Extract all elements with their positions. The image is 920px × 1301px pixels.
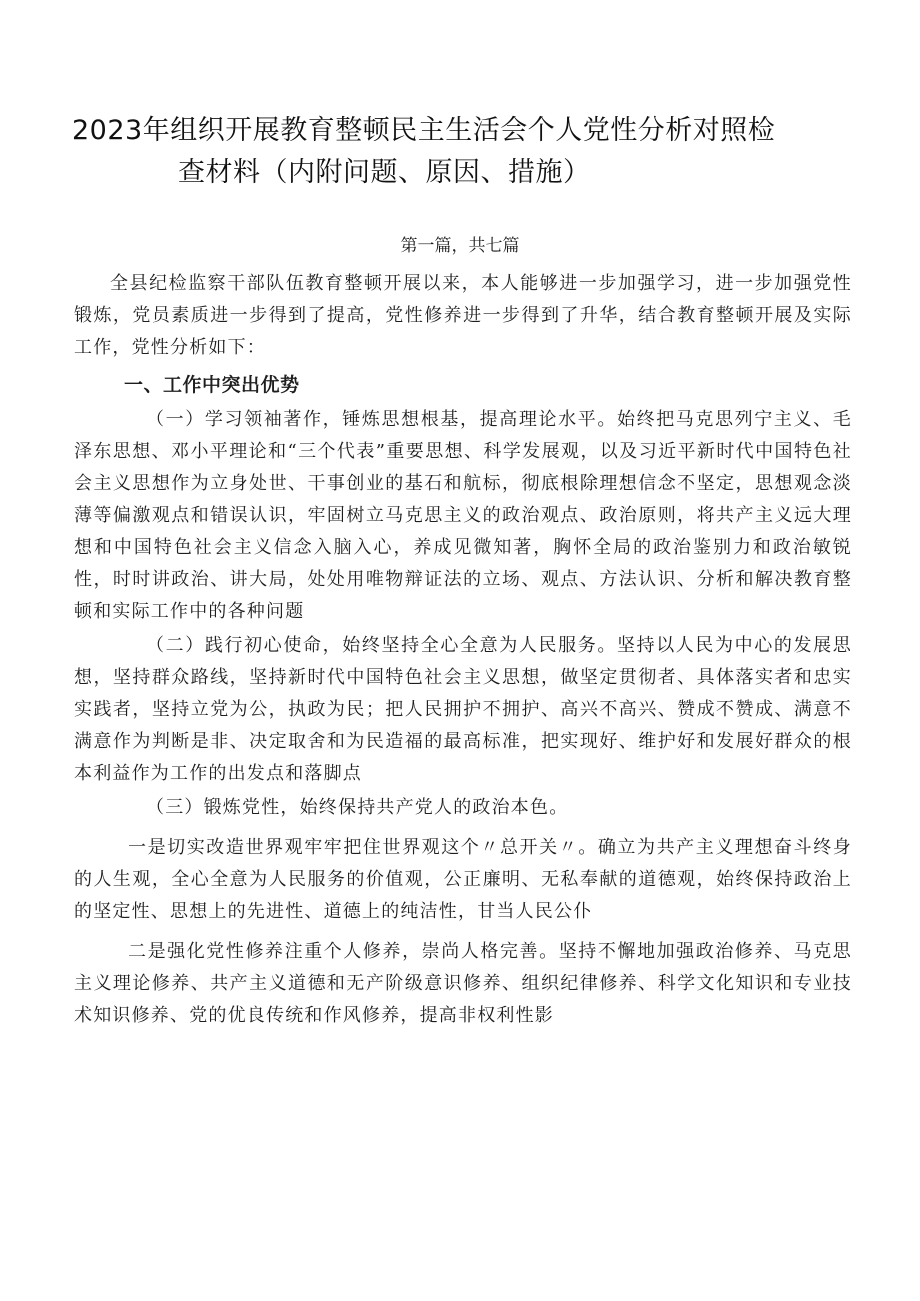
title-line-1: 2023年组织开展教育整顿民主生活会个人党性分析对照检 — [72, 115, 776, 146]
point-2-paragraph: （二）践行初心使命，始终坚持全心全意为人民服务。坚持以人民为中心的发展思想，坚持群众路线，坚持新时代中国特色社会主义思想，做坚定贯彻者、具体落实者和忠实实践者，坚持立党为公，执政为民；把人民拥护不拥护、高兴不高兴、赞成不赞成、满意不满意作为判断是非、决定取舍和为民造福的最高标准，把实现好、维护好和发展好群众的根本利益作为工作的出发点和落脚点 — [74, 635, 852, 784]
intro-paragraph: 全县纪检监察干部队伍教育整顿开展以来，本人能够进一步加强学习，进一步加强党性锻炼，党员素质进一步得到了提高，党性修养进一步得到了升华，结合教育整顿开展及实际工作，党性分析如下： — [74, 273, 852, 358]
document-body — [74, 268, 852, 1032]
point-3-paragraph: （三）锻炼党性，始终保持共产党人的政治本色。 — [146, 797, 569, 818]
point-3-item-2-paragraph: 二是强化党性修养注重个人修养，崇尚人格完善。坚持不懈地加强政治修养、马克思主义理论修养、共产主义道德和无产阶级意识修养、组织纪律修养、科学文化知识和专业技术知识修养、党的优良传统和作风修养，提高非权利性影 — [74, 941, 852, 1026]
section-heading: 一、工作中突出优势 — [124, 374, 300, 396]
title-line-2: 查材料（内附问题、原因、措施） — [178, 157, 591, 188]
document-subtitle: 第一篇，共七篇 — [400, 236, 520, 256]
point-3-item-1-paragraph: 一是切实改造世界观牢牢把住世界观这个〃总开关〃。确立为共产主义理想奋斗终身的人生观，全心全意为人民服务的价值观，公正廉明、无私奉献的道德观，始终保持政治上的坚定性、思想上的先进性、道德上的纯洁性，甘当人民公仆 — [74, 837, 852, 922]
document-title — [72, 110, 862, 194]
point-1-paragraph: （一）学习领袖著作，锤炼思想根基，提高理论水平。始终把马克思列宁主义、毛泽东思想、邓小平理论和“三个代表”重要思想、科学发展观，以及习近平新时代中国特色社会主义思想作为立身处世、干事创业的基石和航标，彻底根除理想信念不坚定，思想观念淡薄等偏激观点和错误认识，牢固树立马克思主义的政治观点、政治原则，将共产主义远大理想和中国特色社会主义信念入脑入心，养成见微知著，胸怀全局的政治鉴别力和政治敏锐性，时时讲政治、讲大局，处处用唯物辩证法的立场、观点、方法认识、分析和解决教育整顿和实际工作中的各种问题 — [74, 409, 852, 622]
